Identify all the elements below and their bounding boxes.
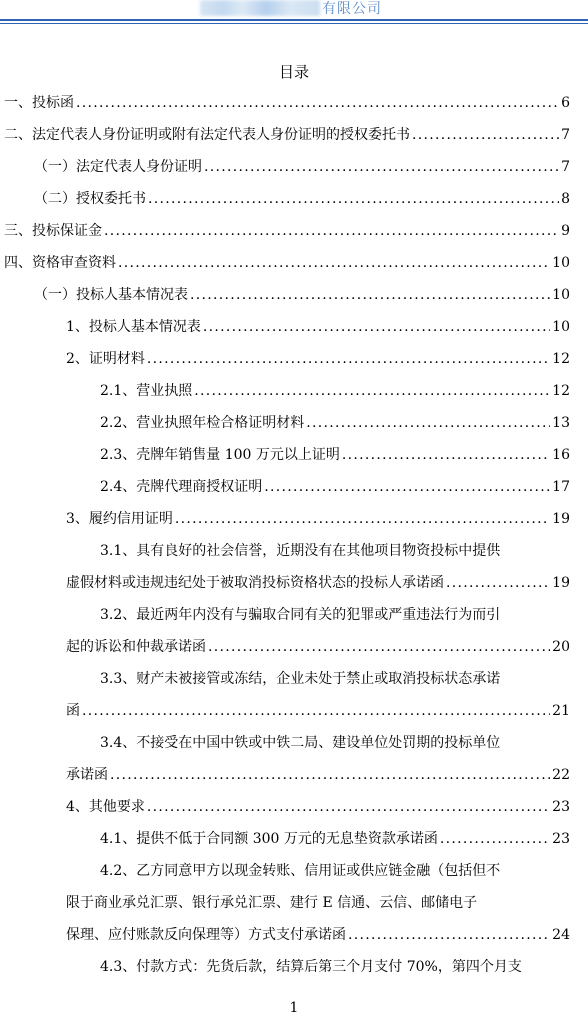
toc-leader-dots [147,799,550,815]
toc-entry-text: 承诺函 [66,767,108,783]
toc-entry-page: 8 [561,191,570,207]
toc-leader-dots [264,479,550,495]
toc-entry[interactable] [66,316,570,336]
header-rule-thin [0,23,588,24]
toc-entry[interactable] [100,828,570,848]
toc-leader-dots [203,319,550,335]
toc-entry-line1[interactable] [100,956,570,976]
toc-entry-text: 保理、应付账款反向保理等）方式支付承诺函 [66,927,346,943]
toc-entry-page: 7 [561,159,570,175]
toc-entry-text: 2.3、壳牌年销售量 100 万元以上证明 [100,447,340,463]
toc-entry[interactable] [66,700,570,720]
toc-entry-text: 4.2、乙方同意甲方以现金转账、信用证或供应链金融（包括但不 [100,863,501,879]
toc-entry-text: 3、履约信用证明 [66,511,173,527]
toc-entry-page: 10 [552,319,570,335]
toc-entry-page: 13 [552,415,570,431]
toc-leader-dots [342,447,550,463]
toc-leader-dots [194,383,550,399]
toc-entry[interactable] [100,444,570,464]
toc-entry[interactable] [66,636,570,656]
toc-leader-dots [76,95,559,111]
toc-entry-text: 2、证明材料 [66,351,145,367]
company-name-suffix: 有限公司 [322,1,382,17]
toc-entry-text: 一、投标函 [4,95,74,111]
toc-entry-page: 9 [561,223,570,239]
toc-entry[interactable] [34,284,570,304]
toc-entry[interactable] [66,348,570,368]
toc-entry-page: 22 [552,767,570,783]
toc-entry-line1[interactable] [100,540,570,560]
page-header [0,0,588,30]
toc-leader-dots [204,159,559,175]
toc-entry[interactable] [100,412,570,432]
toc-entry-text: 函 [66,703,80,719]
toc-entry-text: 起的诉讼和仲裁承诺函 [66,639,206,655]
toc-entry-line1[interactable] [100,668,570,688]
toc-entry-page: 7 [561,127,570,143]
toc-entry[interactable] [4,220,570,240]
toc-entry[interactable] [66,924,570,944]
toc-entry-page: 12 [552,351,570,367]
toc-entry-text: 3.3、财产未被接管或冻结，企业未处于禁止或取消投标状态承诺 [100,671,501,687]
toc-entry-page: 16 [552,447,570,463]
toc-entry-page: 21 [552,703,570,719]
toc-entry[interactable] [4,252,570,272]
toc-leader-dots [440,831,550,847]
toc-entry-text: 3.2、最近两年内没有与骗取合同有关的犯罪或严重违法行为而引 [100,607,501,623]
toc-entry[interactable] [66,508,570,528]
toc-entry[interactable] [4,124,570,144]
toc-title: 目录 [278,63,309,81]
toc-entry-text: 四、资格审查资料 [4,255,116,271]
toc-entry-text: 3.4、不接受在中国中铁或中铁二局、建设单位处罚期的投标单位 [100,735,501,751]
toc-entry-text: （一）法定代表人身份证明 [34,159,202,175]
toc-leader-dots [348,927,550,943]
toc-entry[interactable] [66,796,570,816]
toc-entry-text: 限于商业承兑汇票、银行承兑汇票、建行 E 信通、云信、邮储电子 [66,895,478,911]
toc-entry[interactable] [66,764,570,784]
toc-leader-dots [208,639,550,655]
toc-entry-line1[interactable] [100,732,570,752]
toc-entry-text: 4.3、付款方式：先货后款，结算后第三个月支付 70%，第四个月支 [100,959,522,975]
toc-entry-text: 虚假材料或违规违纪处于被取消投标资格状态的投标人承诺函 [66,575,444,591]
toc-entry-text: 2.2、营业执照年检合格证明材料 [100,415,305,431]
toc-entry-page: 24 [552,927,570,943]
toc-entry-line1[interactable] [100,604,570,624]
toc-entry[interactable] [4,92,570,112]
header-rule-thick [0,19,588,21]
toc-entry-page: 12 [552,383,570,399]
toc-entry[interactable] [34,156,570,176]
toc-leader-dots [175,511,550,527]
toc-entry-page: 23 [552,831,570,847]
toc-entry-text: 2.1、营业执照 [100,383,193,399]
toc-leader-dots [306,415,550,431]
toc-entry-page: 17 [552,479,570,495]
toc-entry-text: （一）投标人基本情况表 [34,287,188,303]
toc-entry-page: 10 [552,287,570,303]
toc-entry[interactable] [100,380,570,400]
toc-leader-dots [446,575,550,591]
toc-leader-dots [82,703,550,719]
toc-entry[interactable] [66,572,570,592]
toc-leader-dots [148,191,559,207]
toc-entry-line1[interactable] [100,860,570,880]
toc-leader-dots [147,351,550,367]
toc-leader-dots [190,287,550,303]
toc-entry-text: 4.1、提供不低于合同额 300 万元的无息垫资款承诺函 [100,831,438,847]
toc-entry[interactable] [100,476,570,496]
toc-entry-line2[interactable] [66,892,570,912]
toc-entry-text: 二、法定代表人身份证明或附有法定代表人身份证明的授权委托书 [4,127,410,143]
toc-leader-dots [110,767,550,783]
toc-entry-text: 三、投标保证金 [4,223,102,239]
toc-entry-page: 10 [552,255,570,271]
toc-leader-dots [118,255,550,271]
toc-leader-dots [104,223,559,239]
toc-entry-text: 1、投标人基本情况表 [66,319,201,335]
toc-entry-page: 19 [552,575,570,591]
toc-entry-page: 6 [561,95,570,111]
toc-entry-text: 4、其他要求 [66,799,145,815]
toc-leader-dots [412,127,559,143]
toc-entry[interactable] [34,188,570,208]
toc-entry-text: 2.4、壳牌代理商授权证明 [100,479,263,495]
toc-entry-page: 20 [552,639,570,655]
toc-entry-text: 3.1、具有良好的社会信誉，近期没有在其他项目物资投标中提供 [100,543,501,559]
toc-entry-page: 19 [552,511,570,527]
redacted-company-name [200,0,320,16]
toc-entry-text: （二）授权委托书 [34,191,146,207]
toc-entry-page: 23 [552,799,570,815]
page-number: 1 [289,1000,299,1016]
